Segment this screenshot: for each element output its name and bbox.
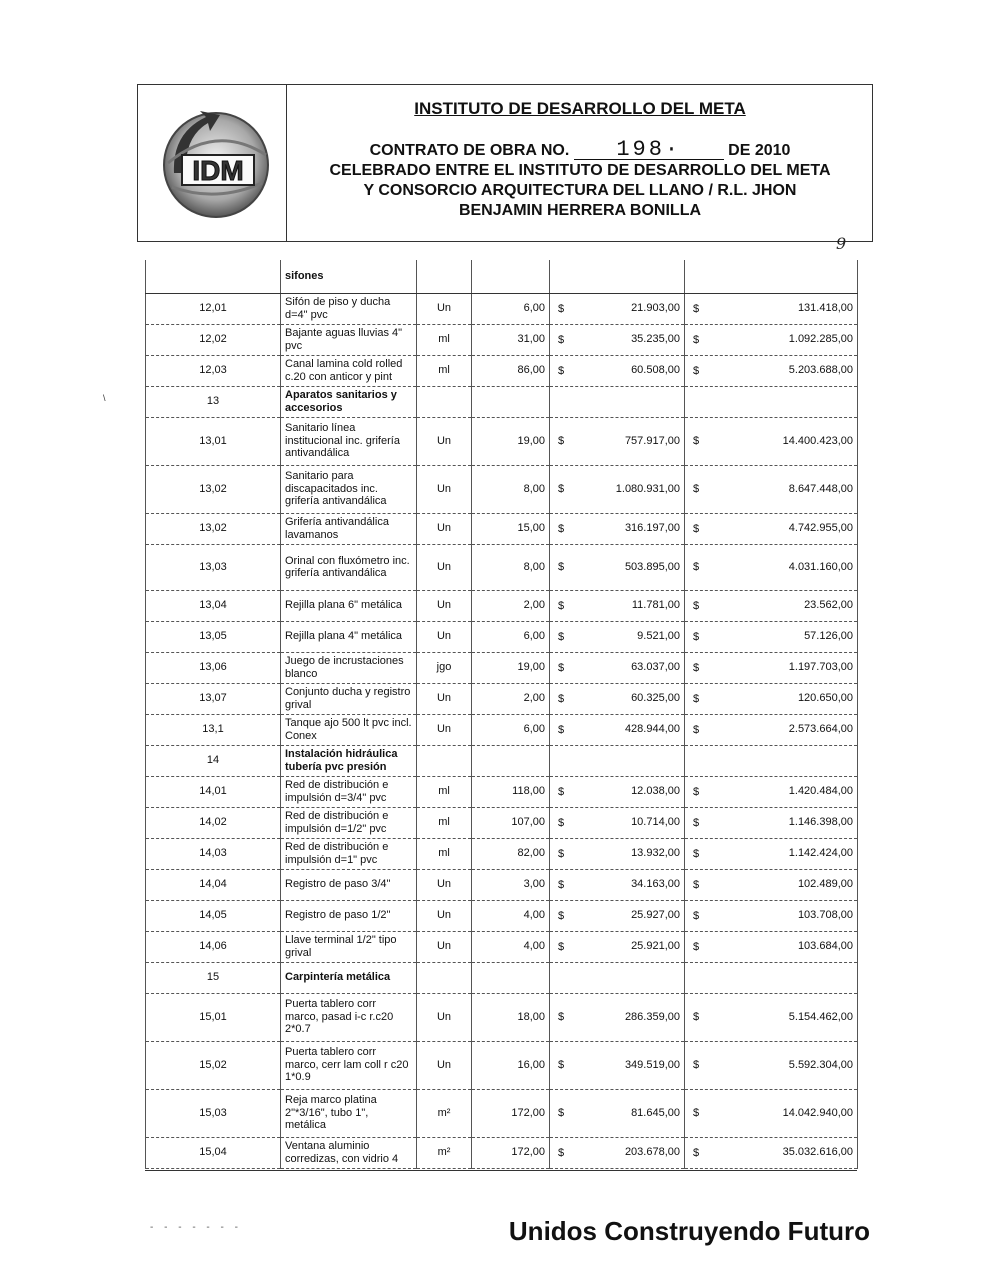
contract-number: 198· <box>574 141 724 160</box>
item-unit: Un <box>417 683 472 714</box>
item-unit-price <box>550 962 685 993</box>
item-quantity: 31,00 <box>472 324 550 355</box>
unit-price-value: 428.944,00 <box>624 723 680 736</box>
currency-symbol: $ <box>693 909 700 922</box>
currency-symbol: $ <box>558 785 565 798</box>
currency-symbol: $ <box>558 302 565 315</box>
currency-symbol: $ <box>693 1106 700 1119</box>
consorcio-line: Y CONSORCIO ARQUITECTURA DEL LLANO / R.L. JHON <box>363 182 797 199</box>
unit-price-value: 316.197,00 <box>624 522 680 535</box>
item-code: 12,01 <box>146 293 281 324</box>
item-code: 14,06 <box>146 931 281 962</box>
total-value: 14.042.940,00 <box>782 1106 853 1119</box>
currency-symbol: $ <box>693 847 700 860</box>
item-total <box>685 652 858 683</box>
item-total <box>685 993 858 1041</box>
table-row <box>146 260 858 293</box>
currency-symbol: $ <box>693 1010 700 1023</box>
item-unit-price <box>550 652 685 683</box>
table-row <box>146 745 858 776</box>
item-description: Canal lamina cold rolled c.20 con anticor y pint <box>281 355 417 386</box>
unit-price-value: 81.645,00 <box>631 1106 680 1119</box>
item-unit-price <box>550 544 685 590</box>
item-description: Bajante aguas lluvias 4" pvc <box>281 324 417 355</box>
item-unit-price <box>550 900 685 931</box>
table-row <box>146 900 858 931</box>
currency-symbol: $ <box>693 1058 700 1071</box>
unit-price-value: 34.163,00 <box>631 878 680 891</box>
item-code: 13,02 <box>146 513 281 544</box>
item-code: 13,06 <box>146 652 281 683</box>
item-total <box>685 324 858 355</box>
item-unit-price <box>550 621 685 652</box>
item-unit-price <box>550 355 685 386</box>
table-row <box>146 1137 858 1168</box>
institute-title: INSTITUTO DE DESARROLLO DEL META <box>414 99 746 118</box>
total-value: 131.418,00 <box>797 302 853 315</box>
table-row <box>146 869 858 900</box>
item-unit: ml <box>417 324 472 355</box>
item-code: 15,03 <box>146 1089 281 1137</box>
item-unit-price <box>550 776 685 807</box>
item-code: 13,1 <box>146 714 281 745</box>
unit-price-value: 349.519,00 <box>624 1058 680 1071</box>
unit-price-value: 60.325,00 <box>631 692 680 705</box>
item-unit: ml <box>417 838 472 869</box>
item-unit-price <box>550 993 685 1041</box>
item-code: 12,03 <box>146 355 281 386</box>
total-value: 102.489,00 <box>797 878 853 891</box>
item-description: Grifería antivandálica lavamanos <box>281 513 417 544</box>
currency-symbol: $ <box>558 692 565 705</box>
unit-price-value: 286.359,00 <box>624 1010 680 1023</box>
currency-symbol: $ <box>558 1058 565 1071</box>
item-description: Registro de paso 3/4" <box>281 869 417 900</box>
item-quantity: 6,00 <box>472 714 550 745</box>
item-total <box>685 838 858 869</box>
item-total <box>685 293 858 324</box>
currency-symbol: $ <box>558 1010 565 1023</box>
currency-symbol: $ <box>558 482 565 495</box>
item-unit-price <box>550 260 685 293</box>
item-quantity: 172,00 <box>472 1137 550 1168</box>
unit-price-value: 35.235,00 <box>631 333 680 346</box>
currency-symbol: $ <box>693 630 700 643</box>
unit-price-value: 60.508,00 <box>631 364 680 377</box>
item-description: Sanitario línea institucional inc. grifería antivandálica <box>281 417 417 465</box>
currency-symbol: $ <box>693 599 700 612</box>
item-quantity: 4,00 <box>472 931 550 962</box>
unit-price-value: 25.927,00 <box>631 909 680 922</box>
unit-price-value: 63.037,00 <box>631 661 680 674</box>
item-unit-price <box>550 1041 685 1089</box>
item-total <box>685 386 858 417</box>
item-description: Instalación hidráulica tubería pvc presión <box>281 745 417 776</box>
item-quantity: 2,00 <box>472 683 550 714</box>
currency-symbol: $ <box>693 785 700 798</box>
total-value: 120.650,00 <box>797 692 853 705</box>
total-value: 103.684,00 <box>797 940 853 953</box>
item-total <box>685 621 858 652</box>
contract-line <box>288 137 872 162</box>
item-quantity: 2,00 <box>472 590 550 621</box>
currency-symbol: $ <box>558 560 565 573</box>
item-code: 13 <box>146 386 281 417</box>
header-divider <box>286 85 287 241</box>
item-unit: ml <box>417 807 472 838</box>
table-row <box>146 293 858 324</box>
total-value: 103.708,00 <box>797 909 853 922</box>
item-description: Tanque ajo 500 lt pvc incl. Conex <box>281 714 417 745</box>
item-total <box>685 260 858 293</box>
item-unit-price <box>550 417 685 465</box>
item-description: Ventana aluminio corredizas, con vidrio 4 <box>281 1137 417 1168</box>
item-description: Juego de incrustaciones blanco <box>281 652 417 683</box>
item-unit: m² <box>417 1089 472 1137</box>
celebrado-line: CELEBRADO ENTRE EL INSTITUTO DE DESARROLLO DEL META <box>329 162 831 179</box>
unit-price-value: 13.932,00 <box>631 847 680 860</box>
item-unit <box>417 386 472 417</box>
item-quantity: 118,00 <box>472 776 550 807</box>
unit-price-value: 9.521,00 <box>637 630 680 643</box>
item-quantity: 19,00 <box>472 652 550 683</box>
item-quantity: 6,00 <box>472 293 550 324</box>
table-row <box>146 1041 858 1089</box>
table-row <box>146 807 858 838</box>
item-unit: Un <box>417 513 472 544</box>
item-description: Puerta tablero corr marco, pasad i-c r.c20 2*0.7 <box>281 993 417 1041</box>
item-unit: Un <box>417 417 472 465</box>
item-description: Sifón de piso y ducha d=4" pvc <box>281 293 417 324</box>
scan-mark: \ <box>103 393 106 403</box>
logo-letters: IDM <box>192 155 244 186</box>
item-description: Orinal con fluxómetro inc. grifería antivandálica <box>281 544 417 590</box>
currency-symbol: $ <box>693 522 700 535</box>
item-unit-price <box>550 293 685 324</box>
item-total <box>685 962 858 993</box>
item-unit-price <box>550 1137 685 1168</box>
idm-logo-icon <box>154 103 274 223</box>
table-row <box>146 962 858 993</box>
currency-symbol: $ <box>558 878 565 891</box>
table-row <box>146 590 858 621</box>
currency-symbol: $ <box>693 816 700 829</box>
table-row <box>146 993 858 1041</box>
item-total <box>685 683 858 714</box>
item-unit: Un <box>417 1041 472 1089</box>
unit-price-value: 11.781,00 <box>631 599 680 612</box>
currency-symbol: $ <box>558 847 565 860</box>
item-quantity <box>472 386 550 417</box>
table-row <box>146 417 858 465</box>
item-description: Red de distribución e impulsión d=3/4" pvc <box>281 776 417 807</box>
item-quantity <box>472 260 550 293</box>
item-unit-price <box>550 465 685 513</box>
item-quantity: 19,00 <box>472 417 550 465</box>
footer-left: - - - - - - - <box>150 1222 242 1233</box>
item-code: 13,03 <box>146 544 281 590</box>
unit-price-value: 21.903,00 <box>631 302 680 315</box>
currency-symbol: $ <box>693 302 700 315</box>
item-code: 15 <box>146 962 281 993</box>
contract-header <box>137 84 873 242</box>
contract-year: DE 2010 <box>728 142 791 159</box>
currency-symbol: $ <box>693 482 700 495</box>
item-description: Rejilla plana 4" metálica <box>281 621 417 652</box>
item-total <box>685 590 858 621</box>
item-unit-price <box>550 869 685 900</box>
currency-symbol: $ <box>693 560 700 573</box>
currency-symbol: $ <box>558 1106 565 1119</box>
item-quantity: 172,00 <box>472 1089 550 1137</box>
item-unit: Un <box>417 993 472 1041</box>
header-text <box>288 99 872 221</box>
item-description: Llave terminal 1/2" tipo grival <box>281 931 417 962</box>
item-unit-price <box>550 838 685 869</box>
total-value: 23.562,00 <box>804 599 853 612</box>
item-code: 12,02 <box>146 324 281 355</box>
item-unit-price <box>550 513 685 544</box>
handwritten-page-number: 9 <box>836 234 847 253</box>
item-unit-price <box>550 807 685 838</box>
item-description: Reja marco platina 2"*3/16", tubo 1", metálica <box>281 1089 417 1137</box>
table-row <box>146 652 858 683</box>
table-row <box>146 838 858 869</box>
items-table-wrap <box>145 260 857 1169</box>
currency-symbol: $ <box>558 333 565 346</box>
item-unit: Un <box>417 714 472 745</box>
table-row <box>146 544 858 590</box>
item-quantity: 6,00 <box>472 621 550 652</box>
item-unit: jgo <box>417 652 472 683</box>
currency-symbol: $ <box>693 661 700 674</box>
item-unit: Un <box>417 621 472 652</box>
item-unit-price <box>550 386 685 417</box>
item-total <box>685 745 858 776</box>
currency-symbol: $ <box>693 940 700 953</box>
item-quantity: 8,00 <box>472 544 550 590</box>
currency-symbol: $ <box>693 364 700 377</box>
item-total <box>685 869 858 900</box>
total-value: 1.146.398,00 <box>788 816 853 829</box>
total-value: 4.742.955,00 <box>788 522 853 535</box>
currency-symbol: $ <box>693 723 700 736</box>
item-code: 14 <box>146 745 281 776</box>
table-row <box>146 465 858 513</box>
table-row <box>146 1089 858 1137</box>
item-unit-price <box>550 590 685 621</box>
total-value: 4.031.160,00 <box>788 560 853 573</box>
table-row <box>146 355 858 386</box>
item-total <box>685 1041 858 1089</box>
unit-price-value: 12.038,00 <box>631 785 680 798</box>
item-description: Registro de paso 1/2" <box>281 900 417 931</box>
item-code: 13,02 <box>146 465 281 513</box>
item-unit: m² <box>417 1137 472 1168</box>
item-quantity: 15,00 <box>472 513 550 544</box>
total-value: 1.420.484,00 <box>788 785 853 798</box>
table-row <box>146 714 858 745</box>
footer-slogan: Unidos Construyendo Futuro <box>508 1216 870 1246</box>
item-unit-price <box>550 745 685 776</box>
table-row <box>146 324 858 355</box>
currency-symbol: $ <box>693 333 700 346</box>
total-value: 57.126,00 <box>804 630 853 643</box>
item-unit-price <box>550 931 685 962</box>
item-total <box>685 1137 858 1168</box>
item-code: 14,03 <box>146 838 281 869</box>
item-unit: ml <box>417 355 472 386</box>
total-value: 2.573.664,00 <box>788 723 853 736</box>
currency-symbol: $ <box>693 692 700 705</box>
unit-price-value: 10.714,00 <box>631 816 680 829</box>
currency-symbol: $ <box>558 364 565 377</box>
currency-symbol: $ <box>558 1146 565 1159</box>
currency-symbol: $ <box>558 909 565 922</box>
representative-name: BENJAMIN HERRERA BONILLA <box>458 202 702 219</box>
item-description: Carpintería metálica <box>281 962 417 993</box>
item-quantity: 4,00 <box>472 900 550 931</box>
item-unit-price <box>550 1089 685 1137</box>
total-value: 8.647.448,00 <box>788 482 853 495</box>
item-code: 13,05 <box>146 621 281 652</box>
item-unit: Un <box>417 869 472 900</box>
item-code: 14,05 <box>146 900 281 931</box>
currency-symbol: $ <box>693 878 700 891</box>
table-row <box>146 386 858 417</box>
item-total <box>685 776 858 807</box>
item-unit: Un <box>417 544 472 590</box>
currency-symbol: $ <box>558 661 565 674</box>
item-code: 13,04 <box>146 590 281 621</box>
item-quantity <box>472 962 550 993</box>
item-quantity: 107,00 <box>472 807 550 838</box>
item-quantity: 18,00 <box>472 993 550 1041</box>
item-total <box>685 714 858 745</box>
item-total <box>685 417 858 465</box>
item-description: Conjunto ducha y registro grival <box>281 683 417 714</box>
item-description: sifones <box>281 260 417 293</box>
item-unit: ml <box>417 776 472 807</box>
item-total <box>685 807 858 838</box>
item-description: Red de distribución e impulsión d=1" pvc <box>281 838 417 869</box>
item-total <box>685 465 858 513</box>
item-unit: Un <box>417 900 472 931</box>
unit-price-value: 757.917,00 <box>624 434 680 447</box>
idm-logo <box>154 103 274 223</box>
item-code: 15,01 <box>146 993 281 1041</box>
item-unit: Un <box>417 465 472 513</box>
table-row <box>146 776 858 807</box>
item-description: Aparatos sanitarios y accesorios <box>281 386 417 417</box>
item-code: 14,04 <box>146 869 281 900</box>
table-bottom-line <box>145 1170 857 1171</box>
currency-symbol: $ <box>558 816 565 829</box>
total-value: 1.092.285,00 <box>788 333 853 346</box>
item-code: 15,02 <box>146 1041 281 1089</box>
item-unit-price <box>550 714 685 745</box>
total-value: 5.154.462,00 <box>788 1010 853 1023</box>
item-total <box>685 1089 858 1137</box>
total-value: 35.032.616,00 <box>782 1146 853 1159</box>
item-description: Rejilla plana 6" metálica <box>281 590 417 621</box>
total-value: 14.400.423,00 <box>782 434 853 447</box>
item-quantity <box>472 745 550 776</box>
items-table-body <box>146 260 858 1168</box>
unit-price-value: 1.080.931,00 <box>615 482 680 495</box>
item-unit: Un <box>417 931 472 962</box>
total-value: 5.592.304,00 <box>788 1058 853 1071</box>
unit-price-value: 203.678,00 <box>624 1146 680 1159</box>
item-unit <box>417 745 472 776</box>
item-quantity: 86,00 <box>472 355 550 386</box>
total-value: 1.197.703,00 <box>788 661 853 674</box>
table-row <box>146 513 858 544</box>
unit-price-value: 25.921,00 <box>631 940 680 953</box>
currency-symbol: $ <box>558 630 565 643</box>
item-total <box>685 900 858 931</box>
currency-symbol: $ <box>558 940 565 953</box>
item-code: 15,04 <box>146 1137 281 1168</box>
item-quantity: 8,00 <box>472 465 550 513</box>
table-row <box>146 683 858 714</box>
item-unit <box>417 260 472 293</box>
item-code: 14,01 <box>146 776 281 807</box>
unit-price-value: 503.895,00 <box>624 560 680 573</box>
currency-symbol: $ <box>558 599 565 612</box>
item-quantity: 3,00 <box>472 869 550 900</box>
item-quantity: 16,00 <box>472 1041 550 1089</box>
items-table <box>145 260 858 1169</box>
item-code <box>146 260 281 293</box>
currency-symbol: $ <box>558 434 565 447</box>
table-row <box>146 931 858 962</box>
contract-prefix: CONTRATO DE OBRA NO. <box>369 142 570 159</box>
currency-symbol: $ <box>693 434 700 447</box>
item-code: 13,01 <box>146 417 281 465</box>
item-unit: Un <box>417 293 472 324</box>
total-value: 5.203.688,00 <box>788 364 853 377</box>
item-total <box>685 931 858 962</box>
currency-symbol: $ <box>558 723 565 736</box>
total-value: 1.142.424,00 <box>788 847 853 860</box>
item-unit: Un <box>417 590 472 621</box>
table-row <box>146 621 858 652</box>
currency-symbol: $ <box>693 1146 700 1159</box>
item-total <box>685 355 858 386</box>
item-unit-price <box>550 683 685 714</box>
item-unit-price <box>550 324 685 355</box>
item-description: Sanitario para discapacitados inc. grifería antivandálica <box>281 465 417 513</box>
currency-symbol: $ <box>558 522 565 535</box>
item-code: 14,02 <box>146 807 281 838</box>
item-total <box>685 513 858 544</box>
item-quantity: 82,00 <box>472 838 550 869</box>
item-total <box>685 544 858 590</box>
item-unit <box>417 962 472 993</box>
item-description: Red de distribución e impulsión d=1/2" pvc <box>281 807 417 838</box>
item-description: Puerta tablero corr marco, cerr lam coll r c20 1*0.9 <box>281 1041 417 1089</box>
item-code: 13,07 <box>146 683 281 714</box>
